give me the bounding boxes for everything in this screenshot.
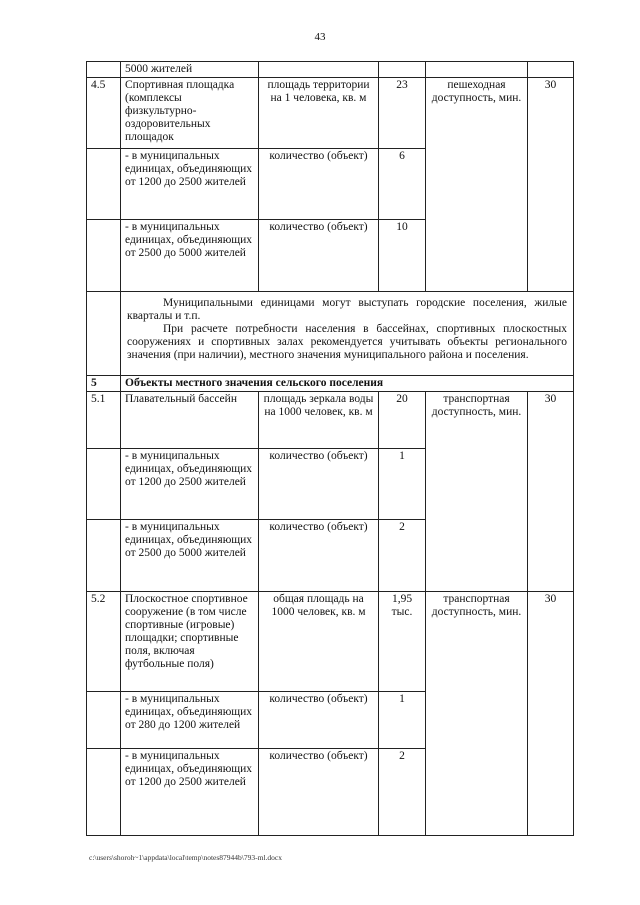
note-cell <box>121 292 574 376</box>
indicator-cell: количество (объект) <box>259 220 379 292</box>
value-cell: 1 <box>379 692 426 749</box>
object-name: 5000 жителей <box>121 62 259 78</box>
indicator-cell: площадь территории на 1 человека, кв. м <box>259 78 379 149</box>
access-value-cell: 30 <box>528 78 574 292</box>
access-cell: транспортная доступность, мин. <box>426 592 528 836</box>
object-name: - в муниципальных единицах, объединяющих от 2500 до 5000 жителей <box>121 220 259 292</box>
object-name: - в муниципальных единицах, объединяющих от 280 до 1200 жителей <box>121 692 259 749</box>
value-cell: 2 <box>379 520 426 592</box>
section-number: 5 <box>87 376 121 392</box>
object-name: - в муниципальных единицах, объединяющих от 1200 до 2500 жителей <box>121 149 259 220</box>
table-row <box>87 78 574 149</box>
value-cell: 2 <box>379 749 426 836</box>
note-paragraph: При расчете потребности населения в бассейнах, спортивных плоскостных сооружениях и спортивных залах рекомендуется учитывать объекты регионального значения (при наличии), местного значения муниципального района и поселения. <box>127 323 567 361</box>
table-row <box>87 292 574 376</box>
row-number: 4.5 <box>87 78 121 149</box>
access-cell <box>426 62 528 78</box>
table-row <box>87 392 574 449</box>
section-title: Объекты местного значения сельского поселения <box>121 376 574 392</box>
access-cell: транспортная доступность, мин. <box>426 392 528 592</box>
table-row <box>87 62 574 78</box>
access-value-cell <box>528 62 574 78</box>
object-name: - в муниципальных единицах, объединяющих от 1200 до 2500 жителей <box>121 449 259 520</box>
footer-file-path: c:\users\shoroh~1\appdata\local\temp\notes87944b\793-ml.docx <box>89 853 282 862</box>
indicator-cell: количество (объект) <box>259 692 379 749</box>
indicator-cell: количество (объект) <box>259 749 379 836</box>
value-cell: 1 <box>379 449 426 520</box>
value-cell: 6 <box>379 149 426 220</box>
indicator-cell: количество (объект) <box>259 520 379 592</box>
object-name: Спортивная площадка (комплексы физкультурно-оздоровительных площадок <box>121 78 259 149</box>
row-number: 5.1 <box>87 392 121 449</box>
indicator-cell: общая площадь на 1000 человек, кв. м <box>259 592 379 692</box>
note-paragraph: Муниципальными единицами могут выступать городские поселения, жилые кварталы и т.п. <box>127 297 567 322</box>
value-cell: 23 <box>379 78 426 149</box>
indicator-cell: количество (объект) <box>259 149 379 220</box>
value-cell: 1,95 тыс. <box>379 592 426 692</box>
section-row <box>87 376 574 392</box>
access-value-cell: 30 <box>528 592 574 836</box>
object-name: - в муниципальных единицах, объединяющих от 2500 до 5000 жителей <box>121 520 259 592</box>
access-cell: пешеходная доступность, мин. <box>426 78 528 292</box>
access-value-cell: 30 <box>528 392 574 592</box>
indicator-cell: количество (объект) <box>259 449 379 520</box>
object-name: Плоскостное спортивное сооружение (в том числе спортивные (игровые) площадки; спортивные поля, включая футбольные поля) <box>121 592 259 692</box>
value-cell <box>379 62 426 78</box>
object-name: Плавательный бассейн <box>121 392 259 449</box>
indicator-cell: площадь зеркала воды на 1000 человек, кв. м <box>259 392 379 449</box>
value-cell: 10 <box>379 220 426 292</box>
indicator-cell <box>259 62 379 78</box>
row-number: 5.2 <box>87 592 121 692</box>
table-row <box>87 592 574 692</box>
value-cell: 20 <box>379 392 426 449</box>
standards-table <box>86 61 574 836</box>
page-number: 43 <box>314 31 326 43</box>
row-number <box>87 62 121 78</box>
object-name: - в муниципальных единицах, объединяющих от 1200 до 2500 жителей <box>121 749 259 836</box>
